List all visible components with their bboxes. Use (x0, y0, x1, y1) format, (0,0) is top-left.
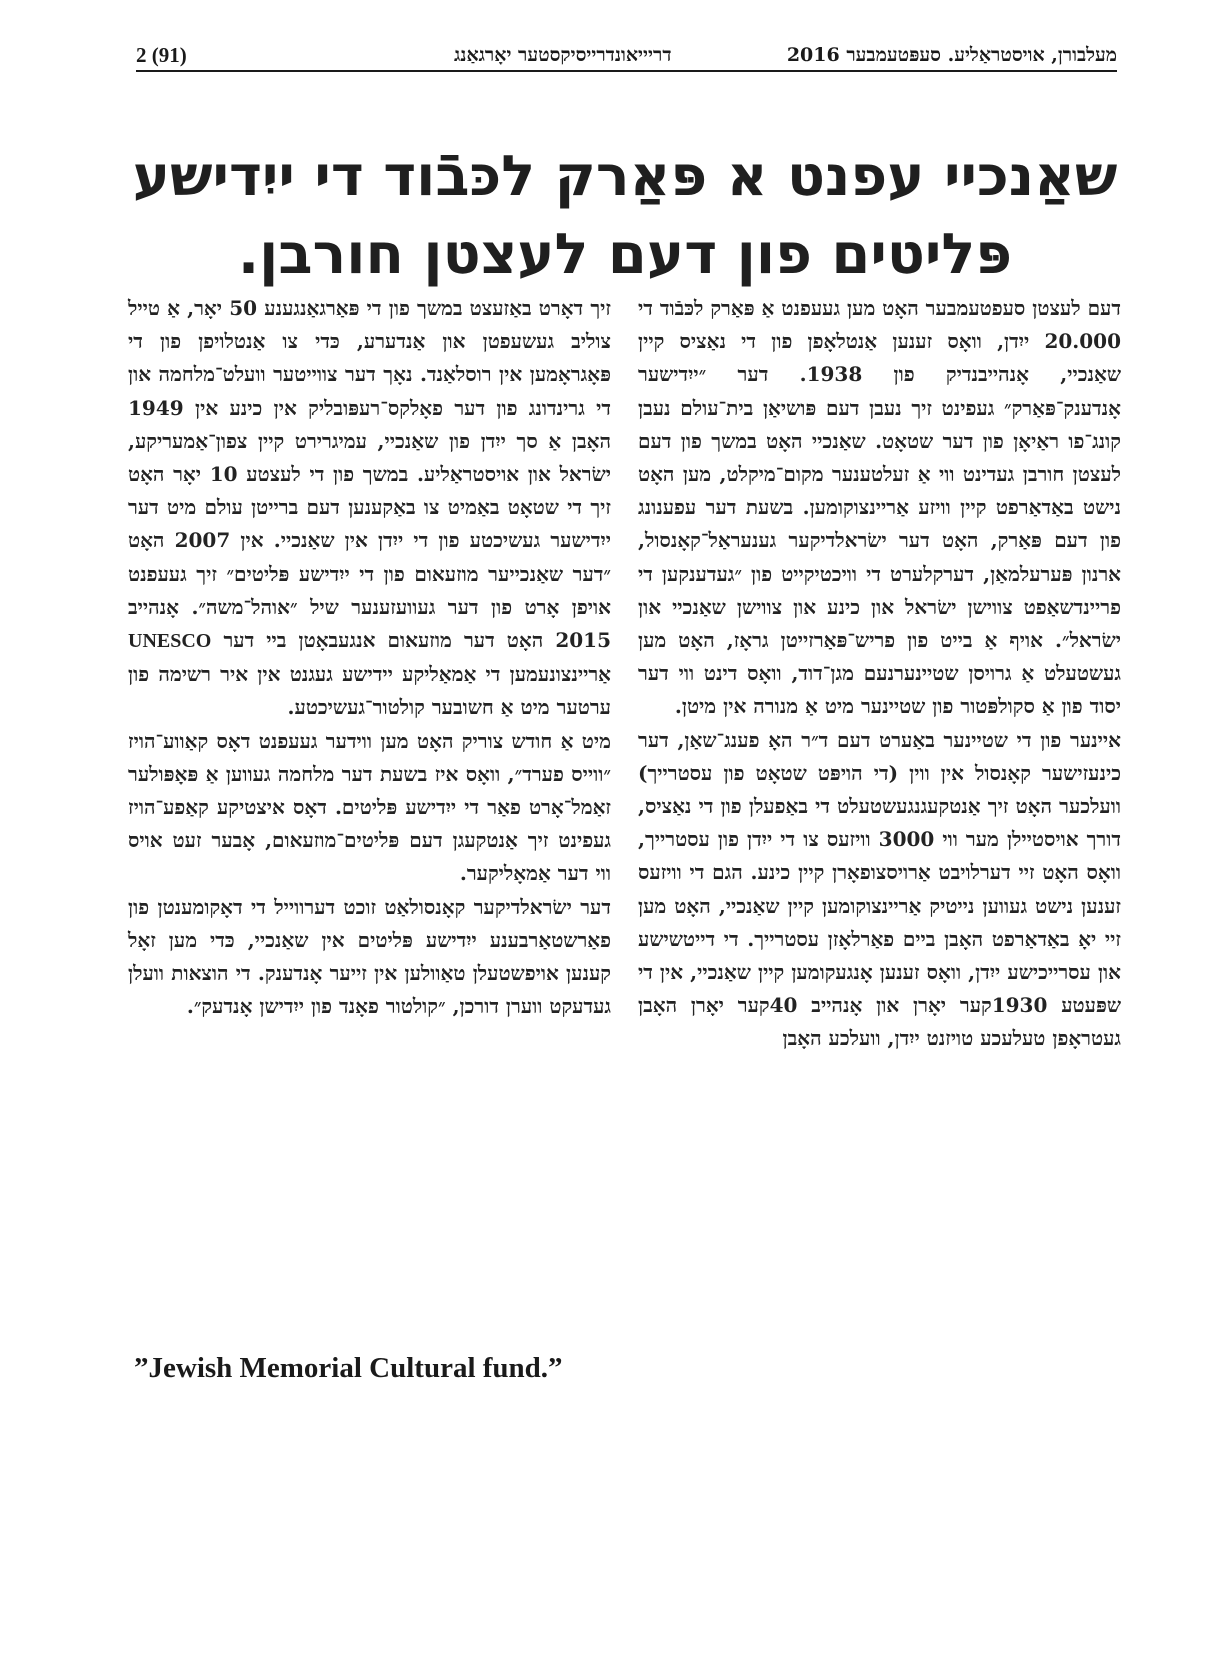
paragraph: דער ישׂראלדיקער קאָנסולאַט זוכט דערווייל די דאָקומענטן פון פאַרשטאַרבענע ייִדישע פּליטים אין שאַנכיי, כּדי מען זאָל קענען אויפשטעלן טאַוולען אין זייער אָנדענק. די הוצאות וועלן געדעקט ווערן דורכן, ״קולטור פאָנד פון ייִדישן אָנדעק״. (128, 894, 611, 1019)
issue-date-place: מעלבורן, אויסטראַליע. סעפּטעמבער 2016 (786, 44, 1117, 66)
article-body (128, 292, 1121, 1422)
page-number: 2 (91) (136, 43, 187, 67)
paragraph-text: זיך דאָרט באַזעצט במשך פון די פּאַרגאַנגענע 50 יאָר, אַ טייל צוליב געשעפטן און אַנדערע, כּדי צו אַנטלויפן פון די פּאָגראָמען אין רוסלאַנד. נאָך דער צווייטער וועלט־מלחמה און די גרינדונג פון דער פאָלקס־רעפּובליק אין כינע אין 1949 האָבן אַ סך ייִדן פון שאַנכיי, עמיגרירט קיין צפון־אַמעריקע, ישׂראל און אויסטראַליע. במשך פון די לעצטע 10 יאָר האָט זיך די שטאָט באַמיט צו באַקענען דעם ברייטן עולם מיט דער ייִדישער געשיכטע פון די ייִדן אין שאַנכיי. אין 2007 האָט ״דער שאַנכייער מוזעאום פון די ייִדישע פּליטים״ זיך געעפנט אויפן אָרט פון דער געוועזענער שיל ״אוהל־משה״. אָנהייב 2015 האָט דער מוזעאום אנגעבאָטן ביי דער (128, 296, 612, 653)
paragraph: איינער פון די שטיינער באַערט דעם ד״ר האָ פענג־שאַן, דער כינעזישער קאָנסול אין ווין (די הויפּט שטאָט פון עסטרייך) וועלכער האָט זיך אַנטקעגנגעשטעלט די באַפעלן פון די נאַציס, דורך אויסטיילן מער ווי 3000 וויזעס צו די ייִדן פון עסטרייך, וואָס האָט זיי דערלויבט אַרויסצופאָרן קיין כינע. הגם די וויזעס זענען נישט געווען נייטיק אַריינצוקומען קיין שאַנכיי, האָט מען זיי יאָ באַדאַרפט האָבן ביים פאַרלאָזן עסטרייך. די דייטשישע און עסרייכישע ייִדן, וואָס זענען אָנגעקומען קיין שאַנכיי, אין די שפּעטע 1930קער יאָרן און אָנהייב 40קער יאָרן האָבן געטראָפן טעלעכע טויזנט ייִדן, וועלכע האָבן (638, 727, 1121, 1051)
volume-title: דריייאונדרייסיקסטער יאָרגאַנג (454, 44, 672, 66)
paragraph: מיט אַ חודש צוריק האָט מען ווידער געעפנט דאָס קאַווע־הויז ״ווייס פערד״, וואָס איז בשעת דער מלחמה געווען אַ פּאָפּולער זאַמל־אָרט פאַר די ייִדישע פּליטים. דאָס איצטיקע קאַפע־הויז געפינט זיך אַנטקעגן דעם פּליטים־מוזעאום, אָבער זעט אויס ווי דער אַמאָליקער. (128, 728, 611, 886)
article-headline: שאַנכיי עפנט א פּאַרק לכּבֿוד די ייִדישע פּליטים פון דעם לעצטן חורבן. (132, 144, 1118, 287)
paragraph: דעם לעצטן סעפטעמבער האָט מען געעפנט אַ פּאַרק לכּבֿוד די 20.000 ייִדן, וואָס זענען אַנטלאָפן פון די נאַציס קיין שאַנכיי, אָנהייבנדיק פון 1938. דער ״ייִדישער אָנדענק־פּאַרק״ געפינט זיך נעבן דעם פּושיאַן בית־עולם נעבן קונג־פו ראַיאָן פון דער שטאָט. שאַנכיי האָט במשך פון דעם לעצטן חורבן געדינט ווי אַ זעלטענער מקום־מיקלט, מען האָט נישט באַדאַרפט קיין וויזע אַריינצוקומען. בשעת דער עפענונג פון דעם פּאַרק, האָט דער ישׂראלדיקער גענעראַל־קאָנסול, ארנון פּערעלמאַן, דערקלערט די וויכטיקייט פון ״געדענקען די פריינדשאַפט צווישן ישׂראל און כינע און צווישן שאַנכיי און ישׂראל״. אויף אַ בייט פון פריש־פּאַרזייטן גראָז, האָט מען געשטעלט אַ גרויסן שטיינערנעם מגן־דוד, וואָס דינט ווי דער יסוד פון אַ סקולפּטור פון שטיינער מיט אַ מנורה אין מיטן. (638, 296, 1122, 719)
running-header (136, 42, 1117, 72)
paragraph-text: אַריינצונעמען די אַמאַליקע יידישע געגנט אין איר רשימה פון ערטער מיט אַ חשובער קולטור־געשיכטע. (128, 662, 611, 720)
left-column (128, 292, 611, 1023)
unesco-name: UNESCO (128, 630, 212, 653)
paragraph (128, 292, 611, 725)
fund-name-caption: ”Jewish Memorial Cultural fund.” (134, 1352, 563, 1384)
right-column (638, 292, 1121, 1056)
